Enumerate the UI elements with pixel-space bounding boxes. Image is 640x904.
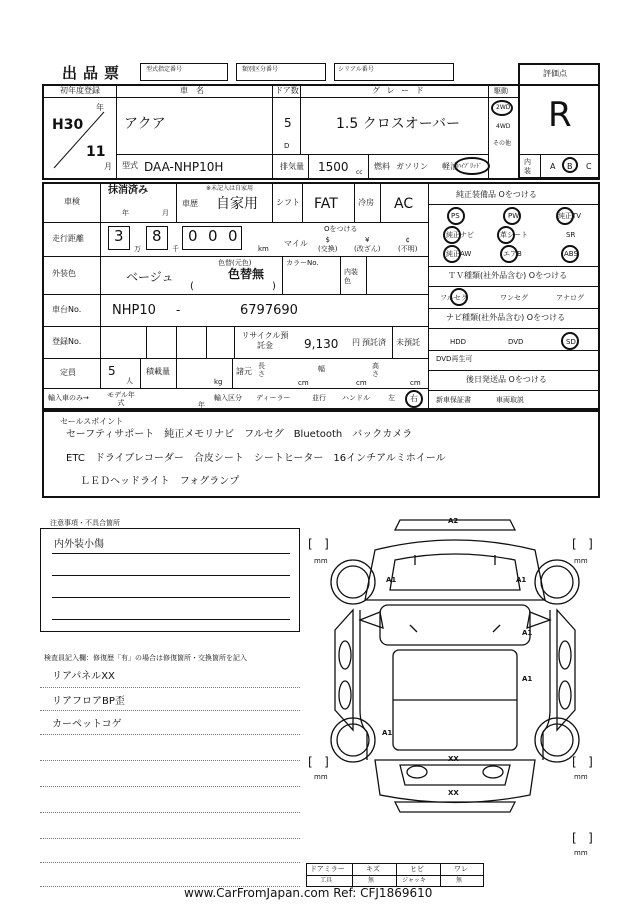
mileage-modified: ¥ (改ざん) <box>354 236 381 253</box>
usage-value: 自家用 <box>216 196 258 212</box>
inspection-status: 抹消済み <box>108 185 148 196</box>
mark-right-door-1: A1 <box>522 629 533 637</box>
chassis-label: 車台No. <box>52 305 82 314</box>
mark-right-door-2: A1 <box>522 675 533 683</box>
aw-circle <box>443 245 461 263</box>
leather-circle <box>497 226 515 244</box>
interior-label: 内装 <box>524 158 531 175</box>
fullseg-circle <box>450 288 468 306</box>
load-label: 積載量 <box>146 367 170 376</box>
color-no-label: カラーNo. <box>286 259 319 267</box>
mileage-exchange: $ (交換) <box>318 236 338 253</box>
katashiki-label: 型式指定番号 <box>146 66 183 73</box>
rating-value: R <box>548 95 572 135</box>
mark-left-rear: A1 <box>382 729 393 737</box>
sales-points-label: セールスポイント <box>60 417 124 426</box>
mark-rear-bumper: XX <box>448 789 459 797</box>
grade-label: グ レ ー ド <box>372 86 426 95</box>
navi-circle <box>443 226 461 244</box>
mark-front-bumper: A2 <box>448 517 459 525</box>
caution-label: 注意事項・不具合箇所 <box>50 519 120 527</box>
first-reg-label: 初年度登録 <box>60 86 100 95</box>
model-label: 型式 <box>122 161 138 170</box>
doors-label: ドア数 <box>275 86 299 95</box>
grade-value: 1.5 クロスオーバー <box>336 116 461 132</box>
registration-label: 登録No. <box>52 337 82 346</box>
car-name-value: アクア <box>124 116 166 132</box>
repaint-value: 色替無 <box>228 267 265 281</box>
car-diagram <box>305 510 605 850</box>
capacity-label: 定員 <box>60 368 76 377</box>
equipment-title: 純正装備品 Oをつける <box>456 190 537 199</box>
mileage-unknown: ¢ (不明) <box>398 236 418 253</box>
mileage-digit-4: 0 <box>208 227 218 245</box>
usage-label: 車歴 <box>182 199 198 208</box>
abs-circle <box>561 245 579 263</box>
navi-title: ナビ種類(社外品含む) Oをつける <box>446 313 566 322</box>
mileage-label: 走行距離 <box>52 234 84 243</box>
tv-circle <box>556 207 574 225</box>
fuel-label: 燃料 <box>374 162 390 171</box>
airbag-circle <box>500 245 518 263</box>
later-title: 後日発送品 Oをつける <box>466 375 547 384</box>
inspector-line-1: リアパネルXX <box>52 671 115 682</box>
capacity-value: 5 <box>108 364 116 378</box>
displacement-value: 1500 <box>318 160 349 174</box>
ruibetsu-label: 類別区分番号 <box>242 66 279 73</box>
sales-line-2: ETC ドライブレコーダー 合皮シート シートヒーター 16インチアルミホイール <box>66 453 446 464</box>
doors-value: 5 <box>284 116 292 130</box>
color-value: ベージュ <box>126 270 174 284</box>
recycle-value: 9,130 <box>304 337 339 351</box>
pw-circle <box>503 207 521 225</box>
slash-line <box>50 104 110 174</box>
handle-right-circle <box>405 390 423 408</box>
mark-left-front: A1 <box>386 576 397 584</box>
cooler-value: AC <box>394 196 414 212</box>
interior-color-label: 内装色 <box>344 268 358 285</box>
mark-right-front: A1 <box>516 576 527 584</box>
inspector-label: 検査員記入欄：修復歴「有」の場合は修復箇所・交換箇所を記入 <box>44 654 247 662</box>
color-label: 外装色 <box>52 269 76 278</box>
first-reg-month: 11 <box>86 144 106 160</box>
mileage-digit-3: 0 <box>188 227 198 245</box>
inspection-label: 車検 <box>64 197 80 206</box>
drive-label: 駆動 <box>494 87 508 95</box>
chassis-number: 6797690 <box>240 303 298 318</box>
interior-b-circle <box>562 157 578 173</box>
ps-circle <box>447 207 465 225</box>
car-name-label: 車 名 <box>180 86 204 95</box>
drive-2wd-circle <box>491 100 513 116</box>
watermark: www.CarFromJapan.com Ref: CFJ1869610 <box>184 886 433 900</box>
sales-line-1: セーフティサポート 純正メモリナビ フルセグ Bluetooth バックカメラ <box>66 429 413 440</box>
mileage-digit-2: 8 <box>152 227 162 245</box>
sales-line-3: ＬＥＤヘッドライト フォグランプ <box>80 476 240 487</box>
sd-circle <box>561 332 579 350</box>
dims-label: 諸元 <box>236 367 252 376</box>
caution-line-1: 内外装小傷 <box>54 539 104 550</box>
usage-note: ※未記入は自家用 <box>206 185 254 192</box>
inspector-line-2: リアフロアBP歪 <box>52 696 125 707</box>
first-reg-year: H30 <box>52 117 84 133</box>
mileage-digit-5: 0 <box>228 227 238 245</box>
hybrid-circle <box>454 157 490 175</box>
mark-rear-panel: XX <box>448 755 459 763</box>
tv-title: ＴＶ種類(社外品含む) Oをつける <box>448 271 568 280</box>
displacement-label: 排気量 <box>280 162 304 171</box>
serial-label: シリアル番号 <box>338 66 374 73</box>
model-value: DAA-NHP10H <box>144 160 224 174</box>
chassis-model: NHP10 <box>112 303 156 318</box>
rating-label: 評価点 <box>543 69 567 78</box>
import-label: 輸入車のみ→ <box>48 394 89 402</box>
form-title: 出品票 <box>62 64 126 82</box>
mileage-digit-1: 3 <box>114 227 124 245</box>
shift-label: シフト <box>276 198 300 207</box>
shift-value: FAT <box>314 196 338 212</box>
mile-label: マイル <box>284 239 308 248</box>
inspector-line-3: カーペットコゲ <box>52 719 122 730</box>
recycle-label: リサイクル預託金 <box>241 331 289 350</box>
cooler-label: 冷房 <box>358 198 374 207</box>
